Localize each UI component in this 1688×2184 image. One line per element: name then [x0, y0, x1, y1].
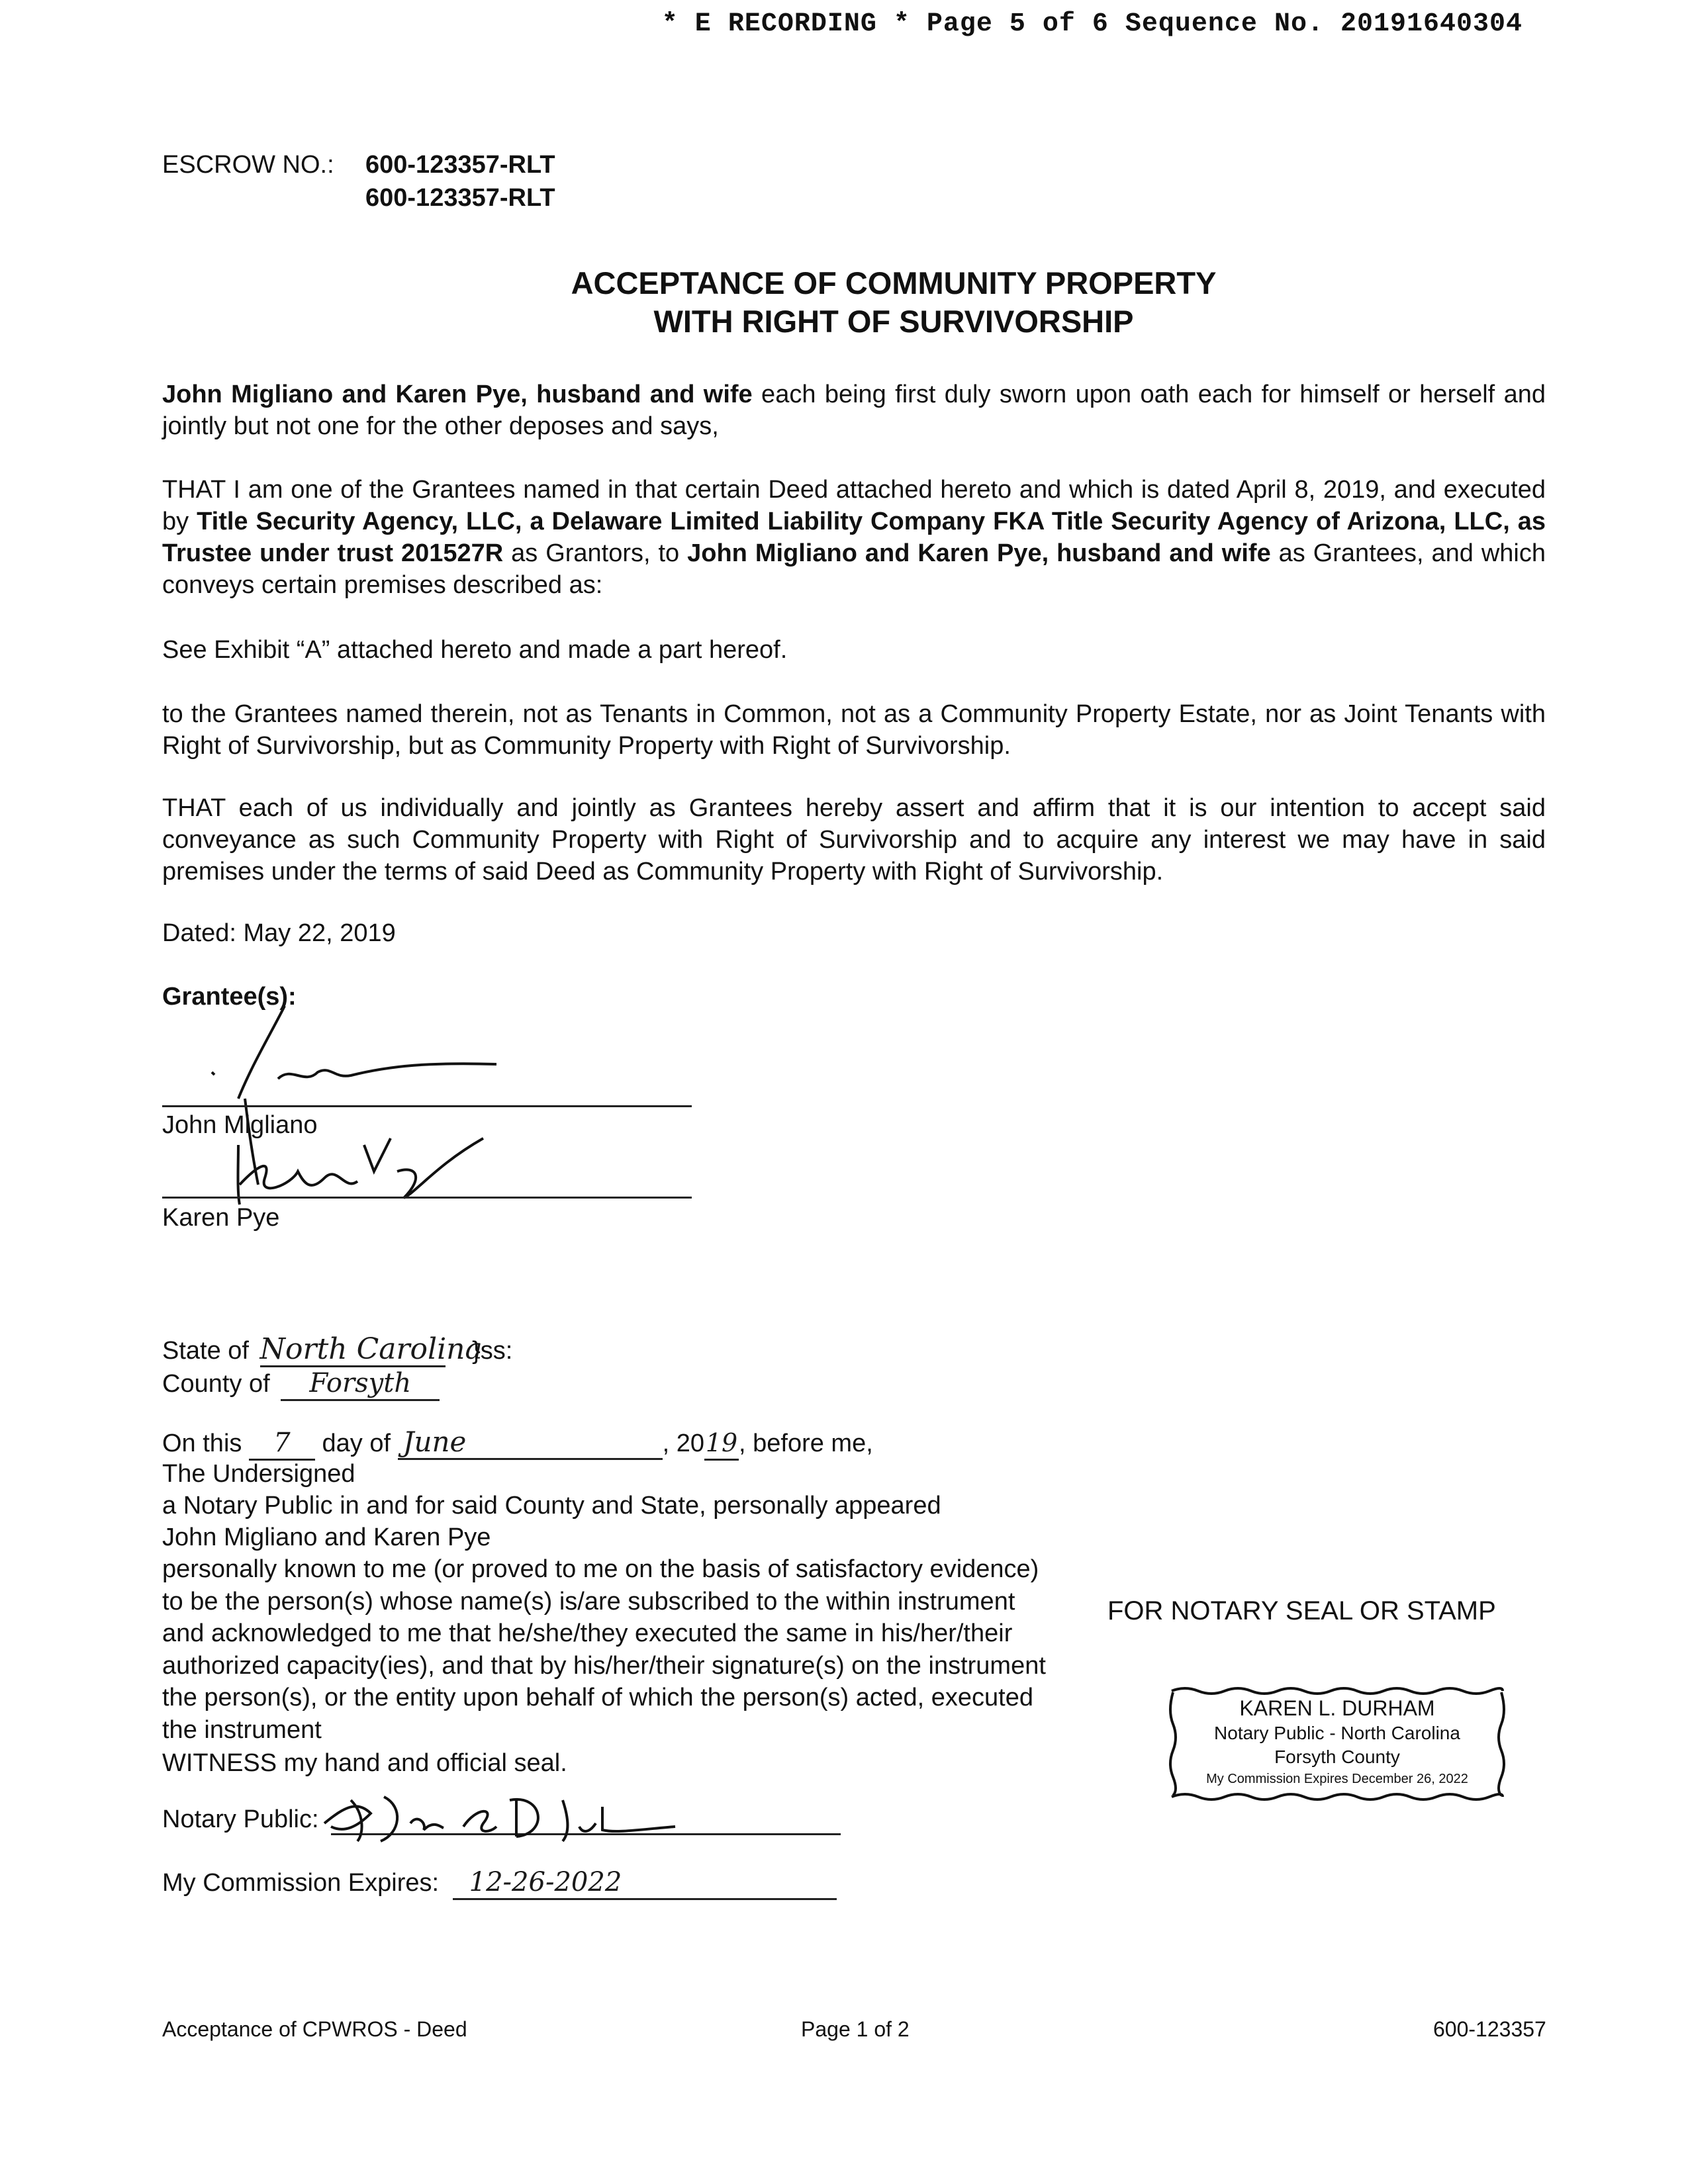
witness-line: WITNESS my hand and official seal. [162, 1749, 567, 1777]
grantee-name-karen: Karen Pye [162, 1204, 280, 1232]
on-this-label: On this [162, 1430, 242, 1457]
day-of-label: day of [322, 1430, 391, 1457]
signature-line-karen [162, 1197, 692, 1199]
stamp-title: Notary Public - North Carolina [1214, 1723, 1460, 1743]
undersigned-line: The Undersigned [162, 1460, 355, 1488]
acknowledgment-date-line [162, 1426, 873, 1461]
escrow-number: 600-123357-RLT [365, 151, 555, 179]
grantees-heading: Grantee(s): [162, 983, 297, 1011]
document-title-line2: WITH RIGHT OF SURVIVORSHIP [653, 304, 1134, 339]
year-value: 19 [704, 1427, 739, 1461]
notary-signature [318, 1787, 688, 1843]
escrow-number-duplicate: 600-123357-RLT [365, 184, 555, 212]
commission-expires-label: My Commission Expires: [162, 1869, 440, 1897]
notary-body-1: a Notary Public in and for said County and State, personally appeared [162, 1492, 941, 1520]
document-title-line1: ACCEPTANCE OF COMMUNITY PROPERTY [571, 265, 1217, 300]
before-me: , before me, [739, 1430, 873, 1457]
stamp-expiration: My Commission Expires December 26, 2022 [1206, 1772, 1468, 1786]
deed-text-1: THAT I am one of the Grantees named in that certain Deed attached hereto and which is dated April 8, 2019, and executed by [162, 476, 1546, 535]
grantee-names: John Migliano and Karen Pye, husband and wife [687, 539, 1271, 567]
tenancy-paragraph: to the Grantees named therein, not as Tenants in Common, not as a Community Property Estate, nor as Joint Tenants with Right of Survivorship, but as Community Property with Right of Survivorship. [162, 700, 1546, 760]
stamp-notary-name: KAREN L. DURHAM [1239, 1696, 1435, 1720]
county-value: Forsyth [281, 1367, 440, 1401]
state-value: North Carolina [259, 1332, 483, 1366]
state-label: State of [162, 1337, 249, 1365]
month-value: June [398, 1426, 663, 1460]
notary-body-2: personally known to me (or proved to me on the basis of satisfactory evidence) to be the person(s) whose name(s) is/are subscribed to the within instrument and acknowledged to me that he/she/they executed the same in his/her/their authorized capacity(ies), and that by his/her/their signature(s) on the instrument the person(s), or the entity upon behalf of which the person(s) acted, executed the instrument [162, 1555, 1046, 1744]
escrow-label: ESCROW NO.: [162, 151, 334, 179]
grantor-name: Title Security Agency, LLC, a Delaware Limited Liability Company FKA Title Security Agency of Arizona, LLC, as Trustee under trust 201527R [162, 508, 1546, 567]
county-label: County of [162, 1370, 270, 1398]
ss-label: }ss: [472, 1337, 513, 1365]
county-line [162, 1367, 440, 1401]
exhibit-reference: See Exhibit “A” attached hereto and made a part hereof. [162, 636, 788, 664]
intro-paragraph [162, 379, 1546, 442]
deed-text-2: as Grantors, to [503, 539, 688, 567]
seal-heading: FOR NOTARY SEAL OR STAMP [1107, 1596, 1496, 1625]
notary-public-label: Notary Public: [162, 1805, 319, 1833]
affirm-paragraph: THAT each of us individually and jointly as Grantees hereby assert and affirm that it is our intention to accept said conveyance as such Community Property with Right of Survivorship and to acquire any interest we may have in said premises under the terms of said Deed as Community Property with Right of Survivorship. [162, 794, 1546, 886]
footer-page-number: Page 1 of 2 [801, 2017, 910, 2041]
commission-expires-value: 12-26-2022 [453, 1866, 837, 1900]
footer-escrow-number: 600-123357 [1433, 2017, 1546, 2041]
notary-stamp [1165, 1684, 1509, 1803]
deed-paragraph [162, 474, 1546, 601]
stamp-county: Forsyth County [1274, 1747, 1400, 1767]
dated-line: Dated: May 22, 2019 [162, 919, 396, 947]
state-line [162, 1334, 512, 1367]
recording-header: * E RECORDING * Page 5 of 6 Sequence No. 20191640304 [661, 9, 1523, 39]
footer-document-name: Acceptance of CPWROS - Deed [162, 2017, 467, 2041]
grantee-name-john: John Migliano [162, 1111, 318, 1139]
signature-line-john [162, 1105, 692, 1107]
intro-text: each being first duly sworn upon oath each for himself or herself and jointly but not one for the other deposes and says, [162, 381, 1546, 440]
commission-expires-line [162, 1866, 837, 1900]
appeared-names: John Migliano and Karen Pye [162, 1524, 491, 1551]
day-value: 7 [249, 1427, 315, 1461]
deed-text-3: as Grantees, and which conveys certain premises described as: [162, 539, 1546, 599]
intro-parties: John Migliano and Karen Pye, husband and wife [162, 381, 753, 408]
year-prefix: , 20 [662, 1430, 704, 1457]
